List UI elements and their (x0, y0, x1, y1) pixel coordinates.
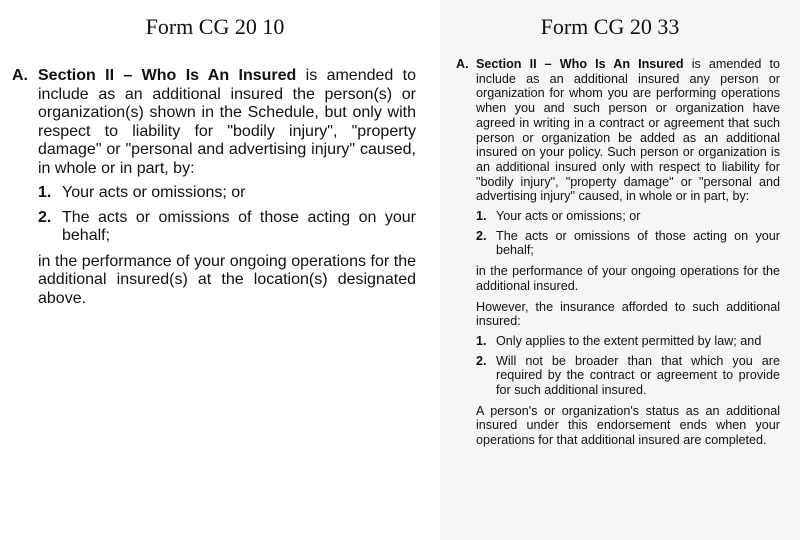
paragraph: However, the insurance afforded to such additional insured: (476, 299, 780, 329)
item-number: 1. (476, 209, 487, 224)
section-intro: is amended to include as an additional insured any person or organization for whom you are performing operations when you and such person or organization have agreed in writing in a contract or agreement that such person or organization be added as an additional insured on your policy. Such person or organization is an additional insured only with respect to liability for "bodily injury", "property damage" or "personal and advertising injury" caused, in whole or in part, by: (476, 57, 780, 204)
form-cg-20-33-column (440, 0, 800, 540)
item-text: Your acts or omissions; or (62, 184, 246, 201)
item-number: 1. (476, 333, 487, 348)
item-number: 1. (38, 184, 52, 201)
section-content (38, 184, 416, 308)
paragraph: A person's or organization's status as an additional insured under this endorsement ends when your operations for that additional insured are completed. (476, 403, 780, 448)
section-label: A. (12, 67, 28, 84)
list-item (38, 184, 416, 203)
section-text (476, 57, 780, 204)
section-a (12, 67, 416, 178)
form-body (456, 57, 780, 448)
list-item (476, 354, 780, 398)
item-number: 2. (476, 353, 487, 368)
form-title: Form CG 20 10 (145, 14, 285, 39)
form-body (12, 67, 416, 308)
item-text: The acts or omissions of those acting on your behalf; (496, 228, 780, 258)
item-text: Will not be broader than that which you are required by the contract or agreement to provide for such additional insured. (496, 353, 780, 398)
section-name: Section II – Who Is An Insured (38, 67, 297, 84)
paragraph: in the performance of your ongoing operations for the additional insured. (476, 264, 780, 293)
list-item (38, 209, 416, 246)
item-number: 2. (476, 228, 487, 243)
section-a (456, 57, 780, 204)
item-number: 2. (38, 208, 52, 226)
item-text: Only applies to the extent permitted by law; and (496, 333, 762, 348)
item-text: Your acts or omissions; or (496, 209, 641, 224)
section-name: Section II – Who Is An Insured (476, 57, 684, 71)
section-label: A. (456, 57, 469, 71)
section-content (476, 209, 780, 448)
list-item (476, 229, 780, 258)
list-item (476, 334, 780, 349)
section-text (38, 67, 416, 178)
form-title: Form CG 20 33 (540, 14, 680, 39)
section-intro: is amended to include as an additional insured the person(s) or organization(s) shown in the Schedule, but only with respect to liability for "bodily injury", "property damage" or "personal and advertising injury" caused, in whole or in part, by: (38, 67, 417, 177)
list-item (476, 209, 780, 224)
closing-paragraph: in the performance of your ongoing operations for the additional insured(s) at the location(s) designated above. (38, 252, 416, 307)
item-text: The acts or omissions of those acting on your behalf; (62, 208, 416, 244)
